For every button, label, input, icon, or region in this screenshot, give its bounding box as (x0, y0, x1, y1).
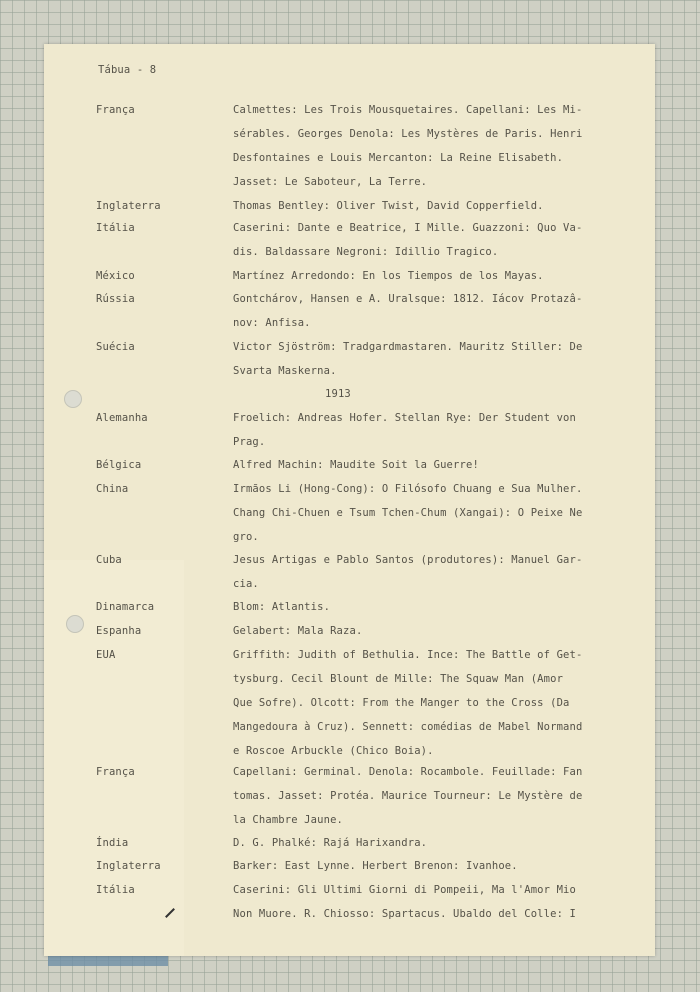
entry-line: Non Muore. R. Chiosso: Spartacus. Ubaldo del Colle: I (233, 908, 576, 920)
entry-line: Gelabert: Mala Raza. (233, 625, 363, 637)
entry-line: Capellani: Germinal. Denola: Rocambole. Feuillade: Fan (233, 766, 583, 778)
country-label: China (96, 483, 129, 495)
entry-line: Irmãos Li (Hong-Cong): O Filósofo Chuang e Sua Mulher. (233, 483, 583, 495)
country-label: França (96, 104, 135, 116)
country-label: Índia (96, 837, 129, 849)
entry-line: cia. (233, 578, 259, 590)
year-heading: 1913 (325, 388, 351, 400)
page-fold (44, 560, 184, 956)
entry-line: Thomas Bentley: Oliver Twist, David Copperfield. (233, 200, 544, 212)
entry-line: gro. (233, 531, 259, 543)
entry-line: tomas. Jasset: Protéa. Maurice Tourneur: Le Mystère de (233, 790, 583, 802)
entry-line: D. G. Phalké: Rajá Harixandra. (233, 837, 428, 849)
entry-line: la Chambre Jaune. (233, 814, 344, 826)
entry-line: Barker: East Lynne. Herbert Brenon: Ivanhoe. (233, 860, 518, 872)
country-label: Inglaterra (96, 200, 161, 212)
entry-line: Jasset: Le Saboteur, La Terre. (233, 176, 428, 188)
entry-line: sérables. Georges Denola: Les Mystères de Paris. Henri (233, 128, 583, 140)
entry-line: Gontchárov, Hansen e A. Uralsque: 1812. Iácov Protazâ- (233, 293, 583, 305)
entry-line: Que Sofre). Olcott: From the Manger to the Cross (Da (233, 697, 570, 709)
country-label: Itália (96, 222, 135, 234)
entry-line: Mangedoura à Cruz). Sennett: comédias de Mabel Normand (233, 721, 583, 733)
page-header: Tábua - 8 (98, 64, 157, 76)
entry-line: Griffith: Judith of Bethulia. Ince: The Battle of Get- (233, 649, 583, 661)
entry-line: Svarta Maskerna. (233, 365, 337, 377)
entry-line: Alfred Machin: Maudite Soit la Guerre! (233, 459, 479, 471)
entry-line: Froelich: Andreas Hofer. Stellan Rye: Der Student von (233, 412, 576, 424)
entry-line: Caserini: Gli Ultimi Giorni di Pompeii, Ma l'Amor Mio (233, 884, 576, 896)
country-label: Suécia (96, 341, 135, 353)
country-label: EUA (96, 649, 116, 661)
entry-line: Caserini: Dante e Beatrice, I Mille. Guazzoni: Quo Va- (233, 222, 583, 234)
entry-line: tysburg. Cecil Blount de Mille: The Squaw Man (Amor (233, 673, 564, 685)
entry-line: Blom: Atlantis. (233, 601, 331, 613)
country-label: Bélgica (96, 459, 142, 471)
country-label: França (96, 766, 135, 778)
entry-line: Chang Chi-Chuen e Tsum Tchen-Chum (Xangai): O Peixe Ne (233, 507, 583, 519)
entry-line: Victor Sjöström: Tradgardmastaren. Mauritz Stiller: De (233, 341, 583, 353)
punch-hole (64, 390, 82, 408)
entry-line: nov: Anfisa. (233, 317, 311, 329)
entry-line: Martínez Arredondo: En los Tiempos de los Mayas. (233, 270, 544, 282)
country-label: Dinamarca (96, 601, 155, 613)
country-label: Itália (96, 884, 135, 896)
country-label: Rússia (96, 293, 135, 305)
entry-line: Calmettes: Les Trois Mousquetaires. Capellani: Les Mi- (233, 104, 583, 116)
entry-line: Prag. (233, 436, 266, 448)
entry-line: Desfontaines e Louis Mercanton: La Reine Elisabeth. (233, 152, 564, 164)
country-label: Espanha (96, 625, 142, 637)
country-label: Alemanha (96, 412, 148, 424)
country-label: Inglaterra (96, 860, 161, 872)
punch-hole (66, 615, 84, 633)
entry-line: dis. Baldassare Negroni: Idillio Tragico. (233, 246, 499, 258)
country-label: Cuba (96, 554, 122, 566)
entry-line: Jesus Artigas e Pablo Santos (produtores): Manuel Gar- (233, 554, 583, 566)
country-label: México (96, 270, 135, 282)
entry-line: e Roscoe Arbuckle (Chico Boia). (233, 745, 434, 757)
